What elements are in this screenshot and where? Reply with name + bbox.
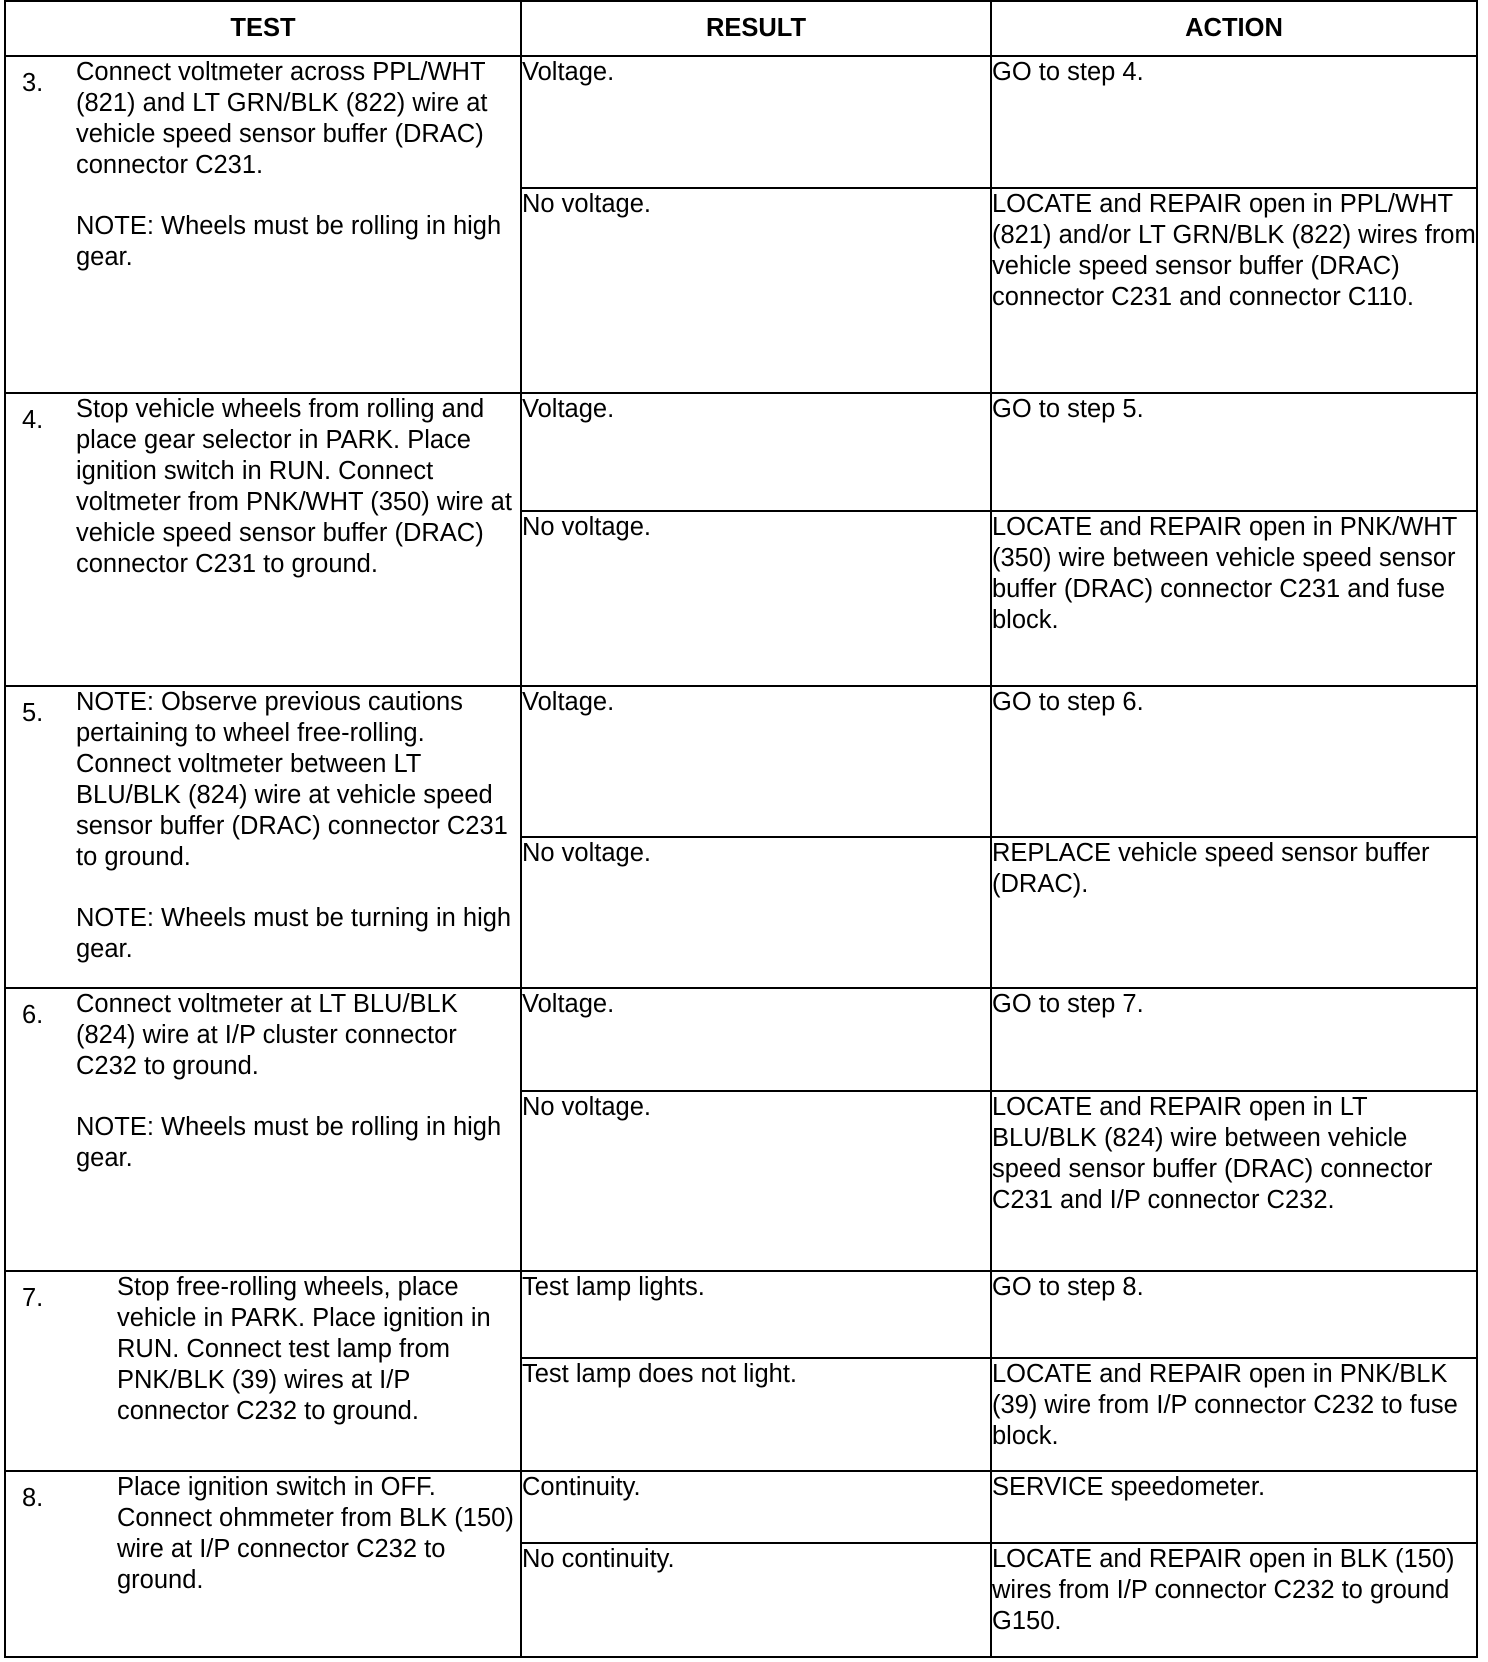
header-row bbox=[5, 1, 1477, 56]
result-text: Voltage. bbox=[521, 56, 991, 188]
header-action: ACTION bbox=[991, 1, 1477, 56]
step-6-row-a bbox=[5, 988, 1477, 1091]
test-note: NOTE: Wheels must be turning in high gear. bbox=[76, 904, 512, 963]
step-number: 6. bbox=[22, 1001, 44, 1029]
step-number: 7. bbox=[22, 1284, 44, 1312]
test-text: Stop vehicle wheels from rolling and place gear selector in PARK. Place ignition switch in RUN. Connect voltmeter from PNK/WHT (350) wire at vehicle speed sensor buffer (DRAC) connector C231 to ground. bbox=[76, 395, 512, 578]
test-note: NOTE: Wheels must be rolling in high gear. bbox=[76, 1113, 502, 1172]
step-8-row-a bbox=[5, 1471, 1477, 1543]
step-number: 3. bbox=[22, 69, 44, 97]
action-text: LOCATE and REPAIR open in BLK (150) wires from I/P connector C232 to ground G150. bbox=[991, 1543, 1477, 1657]
step-7-test bbox=[5, 1271, 521, 1471]
test-text: Connect voltmeter at LT BLU/BLK (824) wire at I/P cluster connector C232 to ground. bbox=[76, 990, 458, 1080]
step-5-test bbox=[5, 686, 521, 988]
test-note: NOTE: Wheels must be rolling in high gear. bbox=[76, 212, 502, 271]
step-5-row-a bbox=[5, 686, 1477, 837]
result-text: Voltage. bbox=[521, 988, 991, 1091]
result-text: No continuity. bbox=[521, 1543, 991, 1657]
result-text: No voltage. bbox=[521, 1091, 991, 1271]
action-text: GO to step 6. bbox=[991, 686, 1477, 837]
action-text: LOCATE and REPAIR open in PNK/BLK (39) wire from I/P connector C232 to fuse block. bbox=[991, 1358, 1477, 1471]
action-text: GO to step 7. bbox=[991, 988, 1477, 1091]
result-text: No voltage. bbox=[521, 188, 991, 393]
action-text: LOCATE and REPAIR open in LT BLU/BLK (824) wire between vehicle speed sensor buffer (DRAC) connector C231 and I/P connector C232. bbox=[991, 1091, 1477, 1271]
action-text: GO to step 8. bbox=[991, 1271, 1477, 1358]
action-text: LOCATE and REPAIR open in PNK/WHT (350) wire between vehicle speed sensor buffer (DRAC) connector C231 and fuse block. bbox=[991, 511, 1477, 686]
result-text: Voltage. bbox=[521, 686, 991, 837]
result-text: Test lamp does not light. bbox=[521, 1358, 991, 1471]
test-text: Place ignition switch in OFF. Connect ohmmeter from BLK (150) wire at I/P connector C232 to ground. bbox=[117, 1473, 514, 1594]
step-number: 8. bbox=[22, 1484, 44, 1512]
test-text: Stop free-rolling wheels, place vehicle in PARK. Place ignition in RUN. Connect test lamp from PNK/BLK (39) wires at I/P connector C232 to ground. bbox=[117, 1273, 491, 1425]
test-text: NOTE: Observe previous cautions pertaining to wheel free-rolling. Connect voltmeter between LT BLU/BLK (824) wire at vehicle speed sensor buffer (DRAC) connector C231 to ground. bbox=[76, 688, 508, 871]
result-text: Voltage. bbox=[521, 393, 991, 511]
step-4-test bbox=[5, 393, 521, 686]
action-text: GO to step 5. bbox=[991, 393, 1477, 511]
result-text: Continuity. bbox=[521, 1471, 991, 1543]
action-text: REPLACE vehicle speed sensor buffer (DRAC). bbox=[991, 837, 1477, 988]
action-text: GO to step 4. bbox=[991, 56, 1477, 188]
header-result: RESULT bbox=[521, 1, 991, 56]
step-number: 5. bbox=[22, 699, 44, 727]
step-6-test bbox=[5, 988, 521, 1271]
diagnostic-table bbox=[4, 0, 1478, 1658]
step-3-test bbox=[5, 56, 521, 393]
step-7-row-a bbox=[5, 1271, 1477, 1358]
result-text: Test lamp lights. bbox=[521, 1271, 991, 1358]
step-3-row-a bbox=[5, 56, 1477, 188]
step-number: 4. bbox=[22, 406, 44, 434]
result-text: No voltage. bbox=[521, 511, 991, 686]
result-text: No voltage. bbox=[521, 837, 991, 988]
action-text: LOCATE and REPAIR open in PPL/WHT (821) and/or LT GRN/BLK (822) wires from vehicle speed sensor buffer (DRAC) connector C231 and connector C110. bbox=[991, 188, 1477, 393]
step-8-test bbox=[5, 1471, 521, 1657]
test-text: Connect voltmeter across PPL/WHT (821) and LT GRN/BLK (822) wire at vehicle speed sensor buffer (DRAC) connector C231. bbox=[76, 58, 488, 179]
step-4-row-a bbox=[5, 393, 1477, 511]
action-text: SERVICE speedometer. bbox=[991, 1471, 1477, 1543]
header-test: TEST bbox=[5, 1, 521, 56]
